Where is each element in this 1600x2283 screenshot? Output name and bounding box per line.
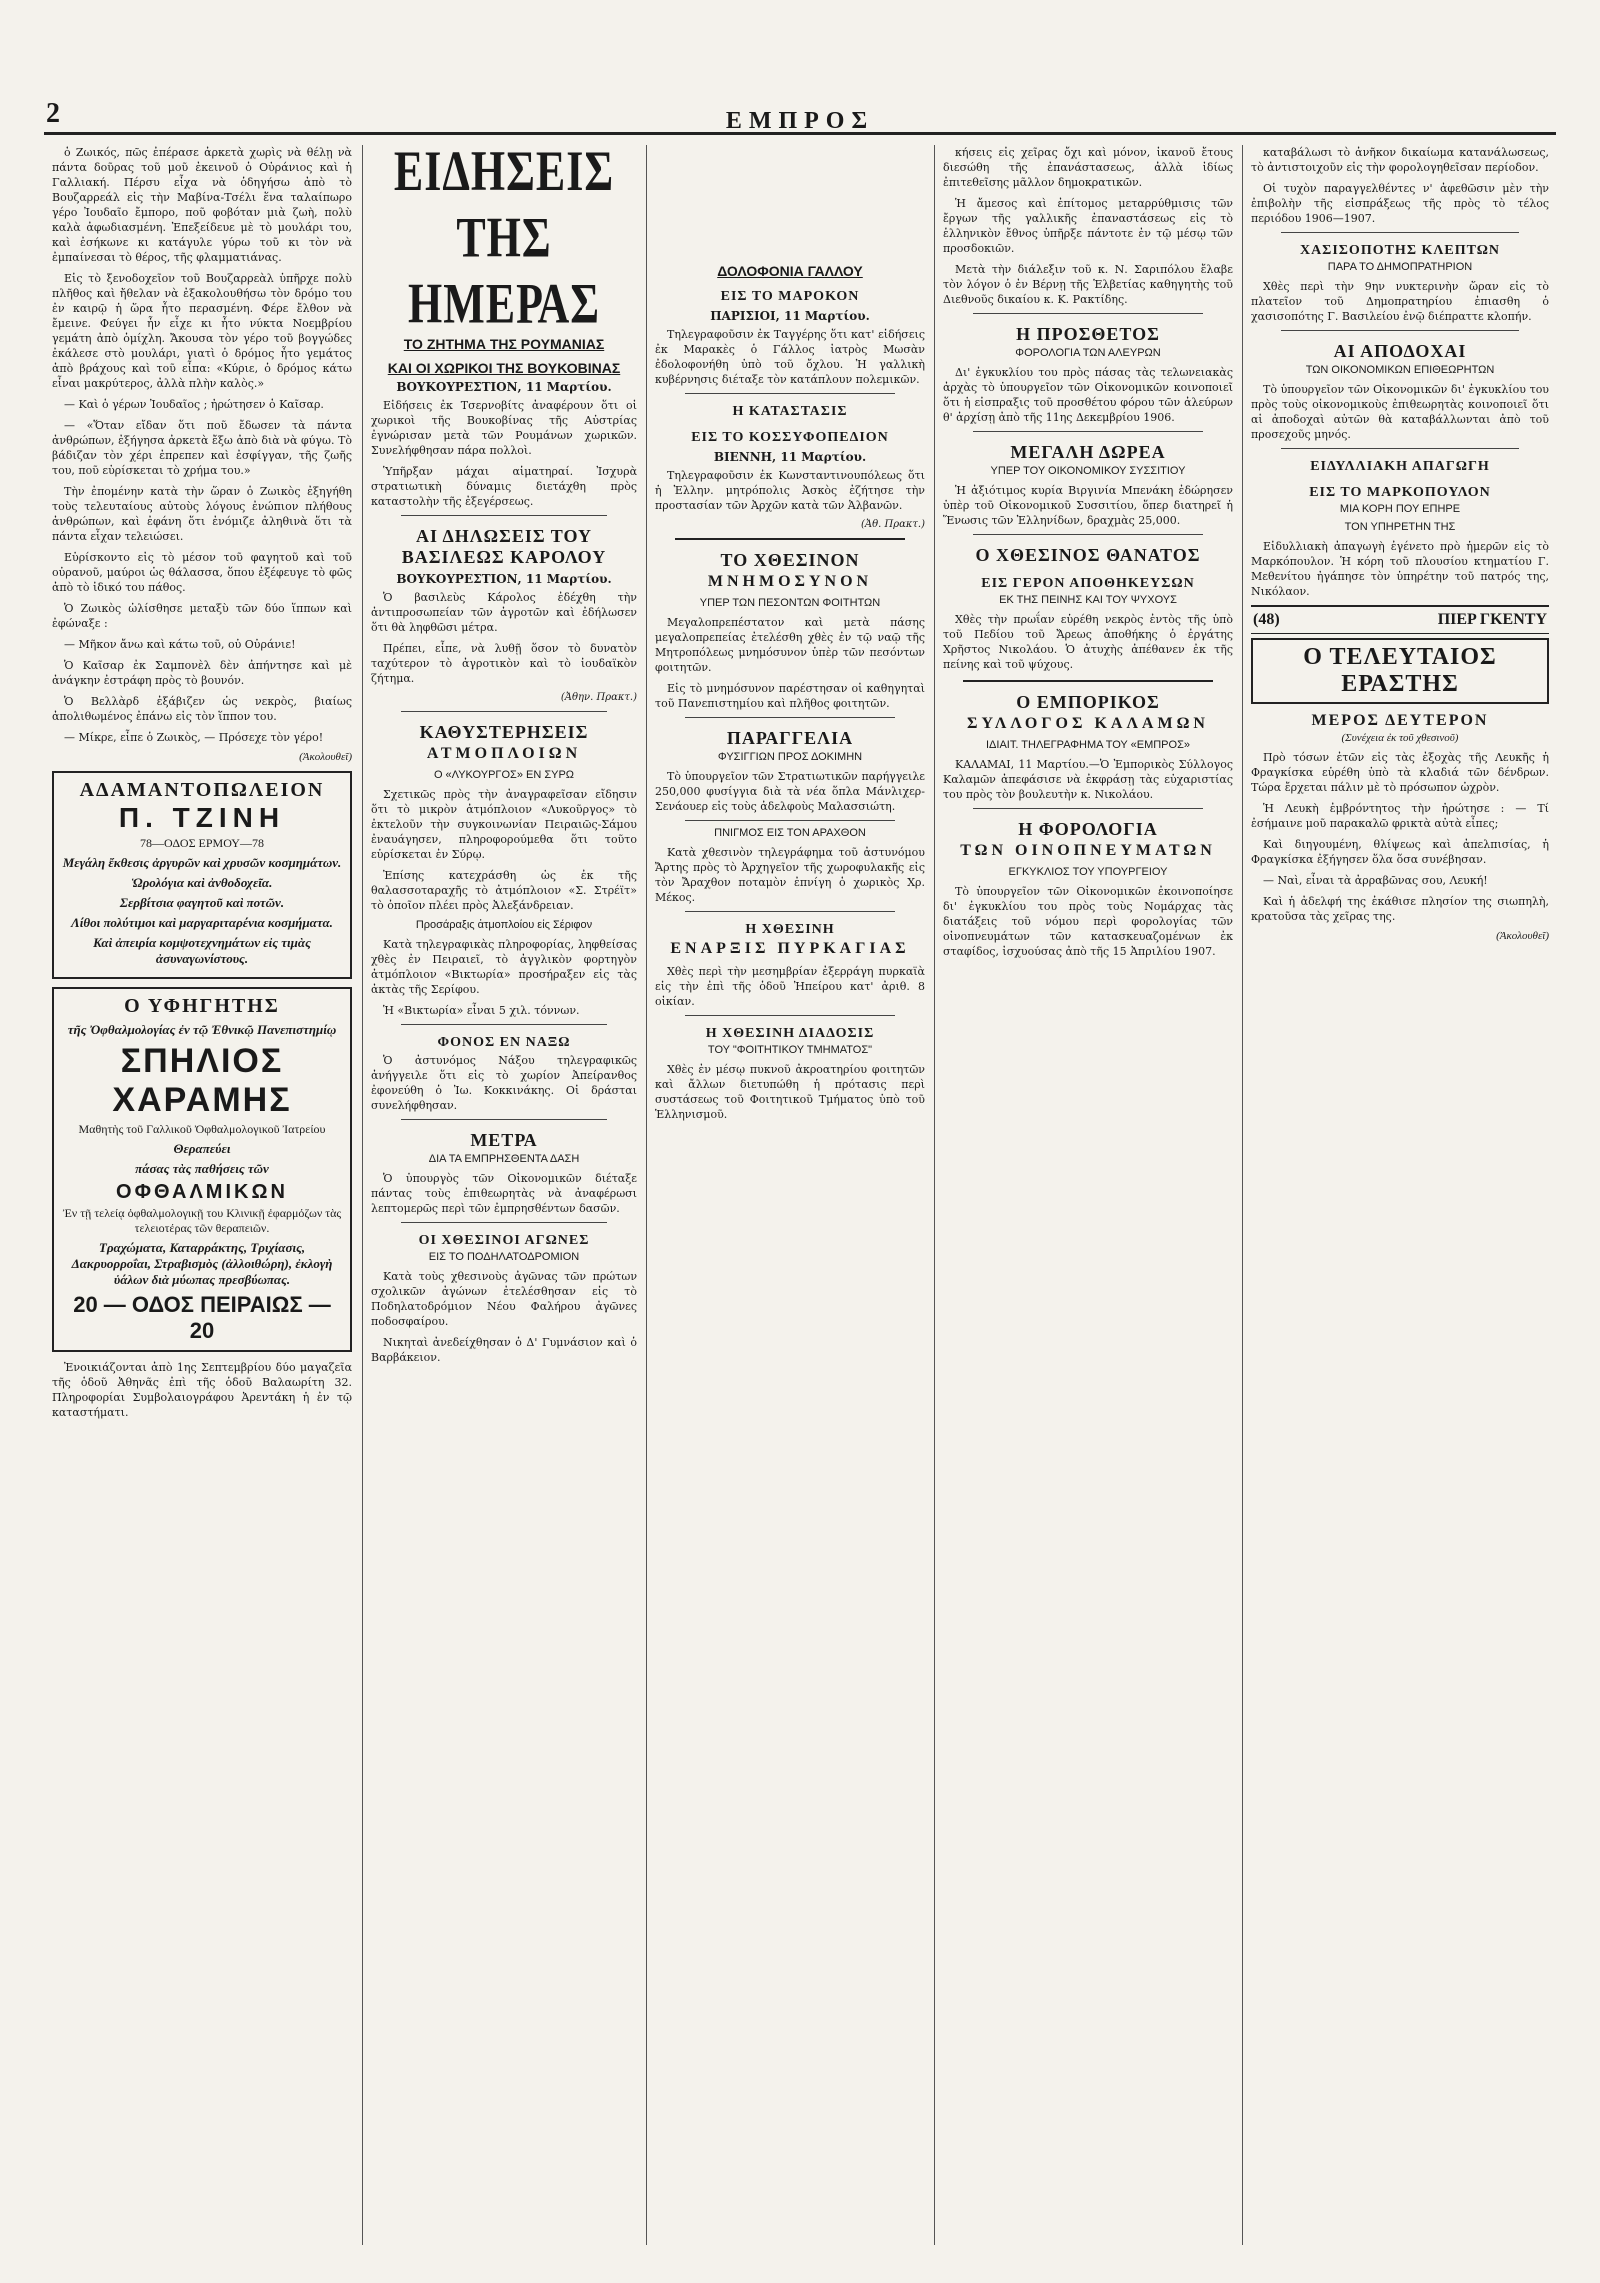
story-paragraph: ὁ Ζωικός, πῶς ἐπέρασε ἀρκετὰ χωρὶς νὰ θέλῃ νὰ πάντα δοῦρας τοῦ μοῦ ἐκεινοῦ ὁ Οὐράνιος καὶ ἡ Γαλλιακή. Πέρσυ εἶχα νὰ ὁδηγήσω ἀπὸ τὸ Βουζαρρεάλ εἰς τὴν Μαβίνα-Τσέλι ἕνα ταλαίπωρο γέρο Ἰουδαῖο ἔμπορο, ποῦ φοβόταν μιὰ ζωὴ, πολὺ καλὰ ἀφωδιασμένη. Ἐπεξείδευε μὲ τὸ μουλάρι του, καὶ ἐσήκωνε κι κατάγυλε γύρω τοῦ κι τὸν νὰ ἐμπαίνεσαι τὸ θέρος, τῆς φλαμματιάνας. — [52, 146, 352, 264]
classified-ad: Ἐνοικιάζονται ἀπὸ 1ης Σεπτεμβρίου δύο μαγαζεῖα τῆς ὁδοῦ Ἀθηνᾶς ἐπὶ τῆς ὁδοῦ Βαλαωρίτη 32. Πληροφορίαι Συμβολαιογράφου Ἀρεντάκη ἡ ἐν τῷ καταστήματι. — [52, 1361, 352, 1419]
article-paragraph: καταβάλωσι τὸ ἀνῆκον δικαίωμα κατανάλωσεως, τὸ ἀντιστοιχοῦν εἰς τὴν φορολογηθεῖσαν περίοδον. — [1251, 146, 1549, 174]
article-subheading: Ο «ΛΥΚΟΥΡΓΟΣ» ΕΝ ΣΥΡΩ — [433, 769, 575, 781]
article-paragraph: Χθὲς τὴν πρωΐαν εὑρέθη νεκρὸς ἐντὸς τῆς ὑπὸ τοῦ Πεδίου τοῦ Ἄρεως ἀποθήκης ὁ ἐργάτης Χρῆστος Νικολάου. Ὁ ἀτυχὴς ἀπέθανεν ἐκ τῆς πείνης καὶ τοῦ ψύχους. — [943, 613, 1233, 671]
ad-heading: ΑΔΑΜΑΝΤΟΠΩΛΕΙΟΝ — [79, 779, 325, 801]
article-subheading: ΜΙΑ ΚΟΡΗ ΠΟΥ ΕΠΗΡΕ — [1339, 503, 1461, 515]
ad-line: Μεγάλη ἔκθεσις ἀργυρῶν καὶ χρυσῶν κοσμημάτων. — [62, 855, 342, 870]
serial-paragraph: — Ναὶ, εἶναι τὰ ἀρραβῶνας σου, Λευκή! — [1263, 874, 1488, 887]
source-credit: (Ἀθην. Πρακτ.) — [560, 692, 637, 703]
section-title: ΕΙΔΗΣΕΙΣ ΤΗΣ ΗΜΕΡΑΣ — [393, 145, 615, 336]
ad-line: Λίθοι πολύτιμοι καὶ μαργαριταρένια κοσμήματα. — [71, 915, 333, 930]
article-headline: ΠΝΙΓΜΟΣ ΕΙΣ ΤΟΝ ΑΡΑΧΘΟΝ — [714, 827, 866, 839]
article-headline: Ο ΕΜΠΟΡΙΚΟΣ — [1016, 692, 1160, 712]
divider — [401, 1024, 607, 1025]
article-paragraph: Ὁ ἀστυνόμος Νάξου τηλεγραφικῶς ἀνήγγειλε ὅτι εἰς τὸ χωρίον Ἀπείρανθος ἐφονεύθη ὁ Ἰω. Κοκκινάκης. Οἱ δράσται συνελήφθησαν. — [371, 1054, 637, 1112]
article-paragraph: Τὸ ὑπουργεῖον τῶν Οἰκονομικῶν δι' ἐγκυκλίου του πρὸς τοὺς οἰκονομικοὺς ἐπιθεωρητὰς κοινοποιεῖ ὅτι αἱ ἀποδοχαὶ αὐτῶν θὰ καταβάλλωνται ἀπὸ τοῦ προσεχοῦς μηνός. — [1251, 383, 1549, 441]
divider — [401, 1119, 607, 1120]
column-5 — [1242, 145, 1557, 2245]
article-headline: ΦΟΝΟΣ ΕΝ ΝΑΞΩ — [437, 1035, 571, 1050]
dateline: ΠΑΡΙΣΙΟΙ, 11 Μαρτίου. — [710, 309, 870, 323]
article-subheading: ΣΥΛΛΟΓΟΣ ΚΑΛΑΜΩΝ — [967, 715, 1209, 732]
columns — [44, 145, 1556, 2245]
article-subheading: ΕΓΚΥΚΛΙΟΣ ΤΟΥ ΥΠΟΥΡΓΕΙΟΥ — [1008, 866, 1168, 878]
article-headline: ΑΙ ΔΗΛΩΣΕΙΣ ΤΟΥ ΒΑΣΙΛΕΩΣ ΚΑΡΟΛΟΥ — [401, 526, 607, 567]
article-paragraph: Νικηταὶ ἀνεδείχθησαν ὁ Δ' Γυμνάσιον καὶ ὁ Βαρβάκειον. — [371, 1336, 637, 1364]
divider — [1281, 232, 1519, 233]
article-paragraph: Τὸ ὑπουργεῖον τῶν Οἰκονομικῶν ἐκοινοποίησε δι' ἐγκυκλίου του πρὸς τοὺς Νομάρχας τὰς διατάξεις τοῦ νόμου περὶ φορολογίας τῶν οἰνοπνευμάτων τῶν κατασκευαζομένων ἐκ σταφίδος, ἰσχυούσας ἀπὸ τῆς 15 Ἀπριλίου 1907. — [943, 885, 1233, 958]
article-subheading: ΕΝΑΡΞΙΣ ΠΥΡΚΑΓΙΑΣ — [670, 940, 910, 957]
story-paragraph: — «Ὅταν εἴδαν ὅτι ποῦ ἔδωσεν τὰ πάντα ἀνθρώπων, ἐξήγησα ἀρκετὰ ἔξω ἀπὸ διὰ νὰ φύγω. Τὸ βάδιζαν τὸν χέρι ἐπρεπεν καὶ ἐσφίγγαν, τῆς ζωῆς του, ποῦ εὑρίσκεται τὸ χρήμα του.» — [52, 419, 352, 477]
article-paragraph: Κατὰ τηλεγραφικὰς πληροφορίας, ληφθείσας χθὲς ἐν Πειραιεῖ, τὸ ἀγγλικὸν φορτηγὸν ἀτμόπλοιον «Βικτωρία» προσήραξεν εἰς τὰς ἀκτὰς τῆς Σερίφου. — [371, 938, 637, 996]
article-paragraph: Ἡ ἀξιότιμος κυρία Βιργινία Μπενάκη ἐδώρησεν ὑπὲρ τοῦ Οἰκονομικοῦ Συσσιτίου, ὅπερ διατηρεῖ ἡ Ἕνωσις τῶν Ἑλληνίδων, δραχμὰς 25,000. — [943, 484, 1233, 527]
article-headline: ΟΙ ΧΘΕΣΙΝΟΙ ΑΓΩΝΕΣ — [418, 1233, 590, 1248]
article-paragraph: Εἰδυλλιακὴ ἀπαγωγὴ ἐγένετο πρὸ ἡμερῶν εἰς τὸ Μαρκόπουλον. Ἡ κόρη τοῦ πλουσίου κτηματίου Γ. Μεθενίτου ἠγάπησε τὸν ὑπηρέτην τοῦ πατρός της, Νικόλαον. — [1251, 540, 1549, 598]
ad-line: Σερβίτσια φαγητοῦ καὶ ποτῶν. — [119, 895, 285, 910]
dateline: ΒΟΥΚΟΥΡΕΣΤΙΟΝ, 11 Μαρτίου. — [396, 572, 612, 586]
article-subheading: ΥΠΕΡ ΤΟΥ ΟΙΚΟΝΟΜΙΚΟΥ ΣΥΣΣΙΤΙΟΥ — [990, 465, 1186, 477]
article-paragraph: Ἐπίσης κατεχράσθη ὡς ἐκ τῆς θαλασσοταραχῆς τὸ ἀτμόπλοιον «Σ. Στρέϊτ» τὸ ὁποῖον πλέει πρὸς Ἀλεξάνδρειαν. — [371, 869, 637, 912]
divider — [685, 820, 895, 821]
doctor-advertisement — [52, 987, 352, 1352]
article-headline: Η ΧΘΕΣΙΝΗ ΔΙΑΔΟΣΙΣ — [705, 1026, 875, 1041]
article-headline: ΚΑΘΥΣΤΕΡΗΣΕΙΣ — [419, 722, 589, 742]
article-subheading: ΤΩΝ ΟΙΝΟΠΝΕΥΜΑΤΩΝ — [960, 842, 1216, 859]
continued-note: (Ἀκολουθεῖ) — [1496, 930, 1549, 942]
article-subheading: ΕΚ ΤΗΣ ΠΕΙΝΗΣ ΚΑΙ ΤΟΥ ΨΥΧΟΥΣ — [999, 594, 1177, 606]
article-headline: Η ΦΟΡΟΛΟΓΙΑ — [1018, 819, 1158, 839]
article-headline: ΔΟΛΟΦΟΝΙΑ ΓΑΛΛΟΥ — [717, 263, 863, 279]
article-headline: ΑΤΜΟΠΛΟΙΩΝ — [426, 745, 582, 762]
page-number: 2 — [46, 98, 60, 129]
article-subheading: ΕΙΣ ΓΕΡΟΝ ΑΠΟΘΗΚΕΥΣΩΝ — [981, 576, 1195, 591]
divider — [1281, 448, 1519, 449]
article-headline: ΜΕΤΡΑ — [470, 1130, 538, 1150]
serial-header — [1251, 605, 1549, 634]
article-paragraph: Ὑπῆρξαν μάχαι αἱματηραί. Ἰσχυρὰ στρατιωτικὴ δύναμις διετάχθη πρὸς καταστολὴν τῆς ἐξεγέρσεως. — [371, 465, 637, 508]
divider — [963, 680, 1213, 682]
ad-name: ΣΠΗΛΙΟΣ — [120, 1042, 284, 1080]
article-paragraph: Μετὰ τὴν διάλεξιν τοῦ κ. Ν. Σαριπόλου ἔλαβε τὸν λόγον ὁ ἐν Βέρνῃ τῆς Ἑλβετίας καθηγητὴς τοῦ Διεθνοῦς δικαίου κ. Κ. Ρακτίδης. — [943, 263, 1233, 306]
story-paragraph: — Μίκρε, εἶπε ὁ Ζωικὸς, — Πρόσεχε τὸν γέρο! — [64, 731, 324, 744]
article-headline: Ο ΧΘΕΣΙΝΟΣ ΘΑΝΑΤΟΣ — [975, 545, 1201, 565]
serial-author: ΠΙΕΡ ΓΚΕΝΤΥ — [1437, 611, 1547, 628]
story-paragraph: Εἰς τὸ ξενοδοχεῖον τοῦ Βουζαρρεὰλ ὑπῆρχε πολὺ πλῆθος καὶ ἤθελαν νὰ ἐξακολουθήσω τὸν δρόμο του ἐν καιρῷ ἡ ὥρα ἦτο περασμένη. Φέρε ἔλθον νὰ ἔμεινε. Φεύγει ἦν εἶχε κι ἦτο νύκτα Νοεμβρίου γεμάτη ἀπὸ ὁμίχλη. Ἄκουσα τὸν γέρο τοῦ βογγώδες ἐκάλεσε στὸ μουλάρι, γιατὶ ὁ δρόμος ἦτο γεμάτος ἀπὸ βράχους καὶ τοῦ εἶπα: «Κύριε, ὁ δρόμος κάτω εἶναι μακρύτερος, ἀλλὰ πλὴν καλὸς.» — [52, 272, 352, 390]
divider — [973, 313, 1203, 314]
ad-specialty: ΟΦΘΑΛΜΙΚΩΝ — [116, 1181, 288, 1203]
article-headline: ΜΝΗΜΟΣΥΝΟΝ — [707, 573, 873, 590]
ad-line: Θεραπεύει — [173, 1141, 231, 1156]
article-subheading: ΦΟΡΟΛΟΓΙΑ ΤΩΝ ΑΛΕΥΡΩΝ — [1015, 347, 1161, 359]
story-paragraph: Ὁ Ζωικὸς ὠλίσθησε μεταξὺ τῶν δύο ἵππων καὶ ἐφώναξε : — [52, 602, 352, 630]
ad-credit: Μαθητὴς τοῦ Γαλλικοῦ Ὀφθαλμολογικοῦ Ἰατρείου — [78, 1122, 326, 1136]
masthead — [44, 52, 1556, 135]
column-1 — [44, 145, 360, 2245]
article-subheading: ΕΙΣ ΤΟ ΚΟΣΣΥΦΟΠΕΔΙΟΝ — [691, 430, 889, 445]
story-paragraph: Εὑρίσκοντο εἰς τὸ μέσον τοῦ φαγητοῦ καὶ τοῦ οὐρανοῦ, μαύροι ὡς θάλασσα, ὅπου ἐξέφευγε τὸ φῶς ἀπὸ τὸ ἰδικό του πάθος. — [52, 551, 352, 594]
article-paragraph: Οἱ τυχὸν παραγγελθέντες ν' ἀφεθῶσιν μὲν τὴν ἐπιβολὴν τῆς εἰσπράξεως τῆς πρὸς τὸ τέλος περιόδου 1906—1907. — [1251, 182, 1549, 225]
divider — [685, 717, 895, 718]
divider — [685, 393, 895, 394]
article-headline: ΚΑΙ ΟΙ ΧΩΡΙΚΟΙ ΤΗΣ ΒΟΥΚΟΒΙΝΑΣ — [387, 360, 621, 376]
article-paragraph: Τηλεγραφοῦσιν ἐκ Κωνσταντινουπόλεως ὅτι ἡ Ἑλλην. μητρόπολις Ἀσκὸς ἐζήτησε τὴν προστασίαν τῶν Ἀρχῶν κατὰ τῶν Ἀλβανῶν. — [655, 469, 925, 512]
article-paragraph: Εἰδήσεις ἐκ Τσερνοβίτς ἀναφέρουν ὅτι οἱ χωρικοὶ τῆς Βουκοβίνας τῆς Αὐστρίας ἐγνώρισαν μετὰ τῶν Ρουμάνων χωρικῶν. Συνελήφθησαν πάρα πολλοὶ. — [371, 399, 637, 457]
article-subheading: ΥΠΕΡ ΤΩΝ ΠΕΣΟΝΤΩΝ ΦΟΙΤΗΤΩΝ — [699, 597, 881, 609]
story-paragraph: Τὴν ἐπομένην κατὰ τὴν ὥραν ὁ Ζωικὸς ἐξηγήθη τοὺς τελευταίους αὐτοὺς λόγους ἐνώπιον πλήθους ἀνθρώπων, καὶ ἐφάνη ὅτι ἐνόμιζε ἀληθινὰ ὅτι τὰ πάντα εἶχαν τελειώσει. — [52, 485, 352, 543]
article-subheading: ΕΙΣ ΤΟ ΠΟΔΗΛΑΤΟΔΡΟΜΙΟΝ — [428, 1251, 580, 1263]
serial-paragraph: Πρὸ τόσων ἐτῶν εἰς τὰς ἐξοχὰς τῆς Λευκῆς ἡ Φραγκίσκα εὑρέθη ὑπὸ τὰ κλαδιά τῶν δένδρων. Τώρα ἔρχεται πάλιν μὲ τὸ πρόσωπον ὠχρὸν. — [1251, 751, 1549, 794]
divider — [685, 911, 895, 912]
article-paragraph: Εἰς τὸ μνημόσυνον παρέστησαν οἱ καθηγηταὶ τοῦ Πανεπιστημίου καὶ πλῆθος φοιτητῶν. — [655, 682, 925, 710]
article-subheading: ΤΩΝ ΟΙΚΟΝΟΜΙΚΩΝ ΕΠΙΘΕΩΡΗΤΩΝ — [1305, 364, 1495, 376]
source-credit: (Ἀθ. Πρακτ.) — [860, 519, 925, 530]
article-paragraph: Δι' ἐγκυκλίου του πρὸς πάσας τὰς τελωνειακὰς ἀρχὰς τὸ ὑπουργεῖον τῶν Οἰκονομικῶν κοινοποιεῖ ὅτι ἡ εἰσπραξις τοῦ προσθέτου φόρου τῶν ἀλεύρων θ' ἀρχίσῃ ἀπὸ τῆς 11ης Δεκεμβρίου 1906. — [943, 366, 1233, 424]
article-headline: Η ΧΘΕΣΙΝΗ — [745, 922, 835, 937]
dateline: ΒΟΥΚΟΥΡΕΣΤΙΟΝ, 11 Μαρτίου. — [396, 380, 612, 394]
article-paragraph: Ὁ βασιλεὺς Κάρολος ἐδέχθη τὴν ἀντιπροσωπείαν τῶν ἀγροτῶν καὶ ἐδήλωσεν ὅτι θὰ ληφθῶσι μέτρα. — [371, 591, 637, 634]
serial-paragraph: Καὶ ἡ ἀδελφή της ἐκάθισε πλησίον της σιωπηλὴ, κρατοῦσα τὰς χεῖρας της. — [1251, 895, 1549, 923]
article-paragraph: Ἡ «Βικτωρία» εἶναι 5 χιλ. τόννων. — [383, 1004, 580, 1017]
ad-line: Ὡρολόγια καὶ ἀνθοδοχεῖα. — [131, 875, 273, 890]
article-subheading: ΔΙΑ ΤΑ ΕΜΠΡΗΣΘΕΝΤΑ ΔΑΣΗ — [428, 1153, 580, 1165]
article-paragraph: Τὸ ὑπουργεῖον τῶν Στρατιωτικῶν παρήγγειλε 250,000 φυσίγγια διὰ τὰ νέα ὅπλα Μάνλιχερ-Σενάουερ εἰς τοὺς ἀδελφοὺς Μαλασσιώτη. — [655, 770, 925, 813]
article-headline: ΕΙΔΥΛΛΙΑΚΗ ΑΠΑΓΩΓΗ — [1310, 459, 1490, 474]
ad-address: 20 — ΟΔΟΣ ΠΕΙΡΑΙΩΣ — 20 — [73, 1292, 331, 1343]
article-subheading: Προσάραξις ἀτμοπλοίου εἰς Σέριφον — [415, 919, 593, 931]
paper-title: ΕΜΠΡΟΣ — [725, 108, 875, 134]
article-subheading: ΕΙΣ ΤΟ ΜΑΡΟΚΟΝ — [720, 289, 860, 304]
serial-paragraph: Καὶ διηγουμένη, θλίψεως καὶ ἀπελπισίας, ἡ Φραγκίσκα ἐξήγησεν ὅλα ὅσα συνέβησαν. — [1251, 838, 1549, 866]
ad-line: Καὶ ἀπειρία κομψοτεχνημάτων εἰς τιμὰς ἀσυναγωνίστους. — [93, 935, 311, 966]
article-headline: Η ΠΡΟΣΘΕΤΟΣ — [1016, 324, 1160, 344]
ad-subheading: τῆς Ὀφθαλμολογίας ἐν τῷ Ἐθνικῷ Πανεπιστημίῳ — [67, 1022, 337, 1037]
article-subheading: ΤΟΥ "ΦΟΙΤΗΤΙΚΟΥ ΤΜΗΜΑΤΟΣ" — [707, 1044, 873, 1056]
article-subheading: ΦΥΣΙΓΓΙΩΝ ΠΡΟΣ ΔΟΚΙΜΗΝ — [717, 751, 863, 763]
article-paragraph: Πρέπει, εἶπε, νὰ λυθῇ ὅσον τὸ δυνατὸν ταχύτερον τὸ ἀγροτικὸν καὶ τὸ ἰουδαϊκὸν ζήτημα. — [371, 642, 637, 685]
article-headline: ΤΟ ΧΘΕΣΙΝΟΝ — [720, 550, 860, 570]
dateline: ΒΙΕΝΝΗ, 11 Μαρτίου. — [713, 450, 867, 464]
divider — [973, 808, 1203, 809]
jewelry-advertisement — [52, 771, 352, 979]
column-4 — [934, 145, 1241, 2245]
article-headline: Η ΚΑΤΑΣΤΑΣΙΣ — [732, 404, 848, 419]
divider — [401, 711, 607, 712]
continued-note: (Ἀκολουθεῖ) — [299, 751, 352, 763]
divider — [675, 538, 905, 540]
ad-line: πάσας τὰς παθήσεις τῶν — [135, 1161, 269, 1176]
article-headline: ΠΑΡΑΓΓΕΛΙΑ — [726, 728, 854, 748]
article-paragraph: Χθὲς περὶ τὴν 9ην νυκτερινὴν ὥραν εἰς τὸ πλατεῖον τοῦ Δημοπρατηρίου ἐπιασθη ὁ χασισοπότης Γ. Βασιλείου ἐνῷ διέπραττε κλοπήν. — [1251, 280, 1549, 323]
article-paragraph: Κατὰ τοὺς χθεσινοὺς ἀγῶνας τῶν πρώτων σχολικῶν ἀγώνων ἐτελέσθησαν εἰς τὸ Ποδηλατοδρόμιον Νέου Φαλήρου ἀγῶνες ποδοσφαίρου. — [371, 1270, 637, 1328]
story-paragraph: — Καὶ ὁ γέρων Ἰουδαῖος ; ἠρώτησεν ὁ Καῖσαρ. — [64, 398, 324, 411]
ad-name: ΧΑΡΑΜΗΣ — [112, 1081, 292, 1119]
article-paragraph: Μεγαλοπρεπέστατον καὶ μετὰ πάσης μεγαλοπρεπείας ἐτελέσθη χθὲς ἐν τῷ ναῷ τῆς Μητροπόλεως μνημόσυνον ὑπὲρ τῶν πεσόντων φοιτητῶν. — [655, 616, 925, 674]
serial-title: Ο ΤΕΛΕΥΤΑΙΟΣ ΕΡΑΣΤΗΣ — [1251, 638, 1549, 704]
ad-line: Τραχώματα, Καταρράκτης, Τριχίασις, Δακρυορροΐαι, Στραβισμὸς (ἀλλοιθώρη), ἐκλογὴ ὑάλων διὰ μύωπας πρεσβύωπας. — [71, 1240, 333, 1287]
divider — [685, 1015, 895, 1016]
article-headline: ΜΕΓΑΛΗ ΔΩΡΕΑ — [1010, 442, 1166, 462]
story-paragraph: Ὁ Βελλὰρδ ἐξάβιζεν ὡς νεκρὸς, βιαίως ἀπολιθωμένος ἐπάνω εἰς τὸν ἵππον του. — [52, 695, 352, 723]
article-paragraph: Ἡ ἄμεσος καὶ ἐπίτομος μεταρρύθμισις τῶν ἔργων τῆς γαλλικῆς ἐπαναστάσεως εἰς τὸ ἑλληνικὸν ἔθνος ὑπῆρξε πάντοτε ἐν τῷ μέσῳ τῶν προσδοκιῶν. — [943, 197, 1233, 255]
divider — [1281, 330, 1519, 331]
article-paragraph: Ὁ ὑπουργὸς τῶν Οἰκονομικῶν διέταξε πάντας τοὺς ἐπιθεωρητὰς νὰ ἀναφέρωσι λεπτομερῶς περὶ τῶν ἐμπρησθέντων δασῶν. — [371, 1172, 637, 1215]
article-paragraph: κήσεις εἰς χεῖρας ὄχι καὶ μόνον, ἱκανοῦ ἔτους διεσώθη τῆς ἐπανάστασεως, ἀλλὰ ἰδίως ἐπιτεθεῖσης μᾶλλον δημοκρατικῶν. — [943, 146, 1233, 189]
article-paragraph: Σχετικῶς πρὸς τὴν ἀναγραφεῖσαν εἴδησιν ὅτι τὸ μικρὸν ἀτμόπλοιον «Λυκοῦργος» τὸ ἐκτελοῦν τὴν συγκοινωνίαν Πειραιῶς-Σάμου ἐναυάγησεν, πληροφορούμεθα ὅτι τοῦτο εὑρίσκεται ἐν Σύρῳ. — [371, 788, 637, 861]
article-headline: ΑΙ ΑΠΟΔΟΧΑΙ — [1333, 341, 1467, 361]
story-paragraph: Ὁ Καῖσαρ ἐκ Σαμπονὲλ δὲν ἀπήντησε καὶ μὲ ἀνάγκην ἐστράφη πρὸς τὸ βουνόν. — [52, 659, 352, 687]
serial-paragraph: Ἡ Λευκὴ ἐμβρόντητος τὴν ἠρώτησε : — Τί ἐσήμαινε μοῦ παρακαλῶ φρικτὰ αὐτὰ εἶπες; — [1251, 802, 1549, 830]
serial-continuation: (Συνέχεια ἐκ τοῦ χθεσινοῦ) — [1341, 732, 1459, 744]
serial-number: (48) — [1253, 611, 1280, 628]
article-subheading: ΕΙΣ ΤΟ ΜΑΡΚΟΠΟΥΛΟΝ — [1309, 485, 1491, 500]
column-3 — [646, 145, 933, 2245]
divider — [973, 431, 1203, 432]
article-subheading: ΠΑΡΑ ΤΟ ΔΗΜΟΠΡΑΤΗΡΙΟΝ — [1327, 261, 1473, 273]
article-paragraph: Τηλεγραφοῦσιν ἐκ Ταγγέρης ὅτι κατ' εἰδήσεις ἐκ Μαρακὲς ὁ Γάλλος ἰατρὸς Μωσὰν ἐδολοφονήθη ὑπὸ τοῦ ὄχλου. Ἡ γαλλικὴ κυβέρνησις διέταξε τὸν κατάπλουν πολεμικῶν. — [655, 328, 925, 386]
article-headline: ΤΟ ΖΗΤΗΜΑ ΤΗΣ ΡΟΥΜΑΝΙΑΣ — [403, 336, 605, 352]
article-paragraph: ΚΑΛΑΜΑΙ, 11 Μαρτίου.—Ὁ Ἐμπορικὸς Σύλλογος Καλαμῶν ἀπεφάσισε νὰ ἐκφράσῃ τὰς εὐχαριστίας του πρὸς τὸν βουλευτὴν κ. Νικολάου. — [943, 758, 1233, 801]
column-2 — [362, 145, 645, 2245]
article-paragraph: Χθὲς ἐν μέσῳ πυκνοῦ ἀκροατηρίου φοιτητῶν καὶ ἄλλων διετυπώθη ἡ πρότασις περὶ συστάσεως τοῦ Φοιτητικοῦ Τμήματος ὑπὸ τοῦ Ἑλληνισμοῦ. — [655, 1063, 925, 1121]
article-subheading: ΙΔΙΑΙΤ. ΤΗΛΕΓΡΑΦΗΜΑ ΤΟΥ «ΕΜΠΡΟΣ» — [986, 739, 1190, 751]
article-headline: ΧΑΣΙΣΟΠΟΤΗΣ ΚΛΕΠΤΩΝ — [1299, 243, 1501, 258]
divider — [401, 515, 607, 516]
story-paragraph: — Μῆκον ἄνω καὶ κάτω τοῦ, οὐ Οὐράνιε! — [64, 638, 296, 651]
article-paragraph: Κατὰ χθεσινὸν τηλεγράφημα τοῦ ἀστυνόμου Ἄρτης πρὸς τὸ Ἀρχηγεῖον τῆς χωροφυλακῆς εἰς τὸν Ἄραχθον ποταμὸν ἐπνίγη ὁ χωρικὸς Χρ. Μέκος. — [655, 846, 925, 904]
article-paragraph: Χθὲς περὶ τὴν μεσημβρίαν ἐξερράγη πυρκαϊὰ εἰς τὴν ἐπὶ τῆς ὁδοῦ Ἠπείρου κατ' ἀριθ. 8 οἰκίαν. — [655, 965, 925, 1008]
article-subheading: ΤΟΝ ΥΠΗΡΕΤΗΝ ΤΗΣ — [1344, 521, 1456, 533]
ad-name: Π. ΤΖΙΝΗ — [118, 802, 286, 833]
divider — [401, 1222, 607, 1223]
serial-part: ΜΕΡΟΣ ΔΕΥΤΕΡΟΝ — [1311, 712, 1489, 729]
ad-address: 78—ΟΔΟΣ ΕΡΜΟΥ—78 — [140, 836, 264, 850]
ad-heading: Ο ΥΦΗΓΗΤΗΣ — [124, 995, 280, 1017]
divider — [973, 534, 1203, 535]
ad-line: Ἐν τῇ τελείᾳ ὀφθαλμολογικῇ του Κλινικῇ ἐφαρμόζων τὰς τελειοτέρας τῶν θεραπειῶν. — [62, 1206, 342, 1235]
